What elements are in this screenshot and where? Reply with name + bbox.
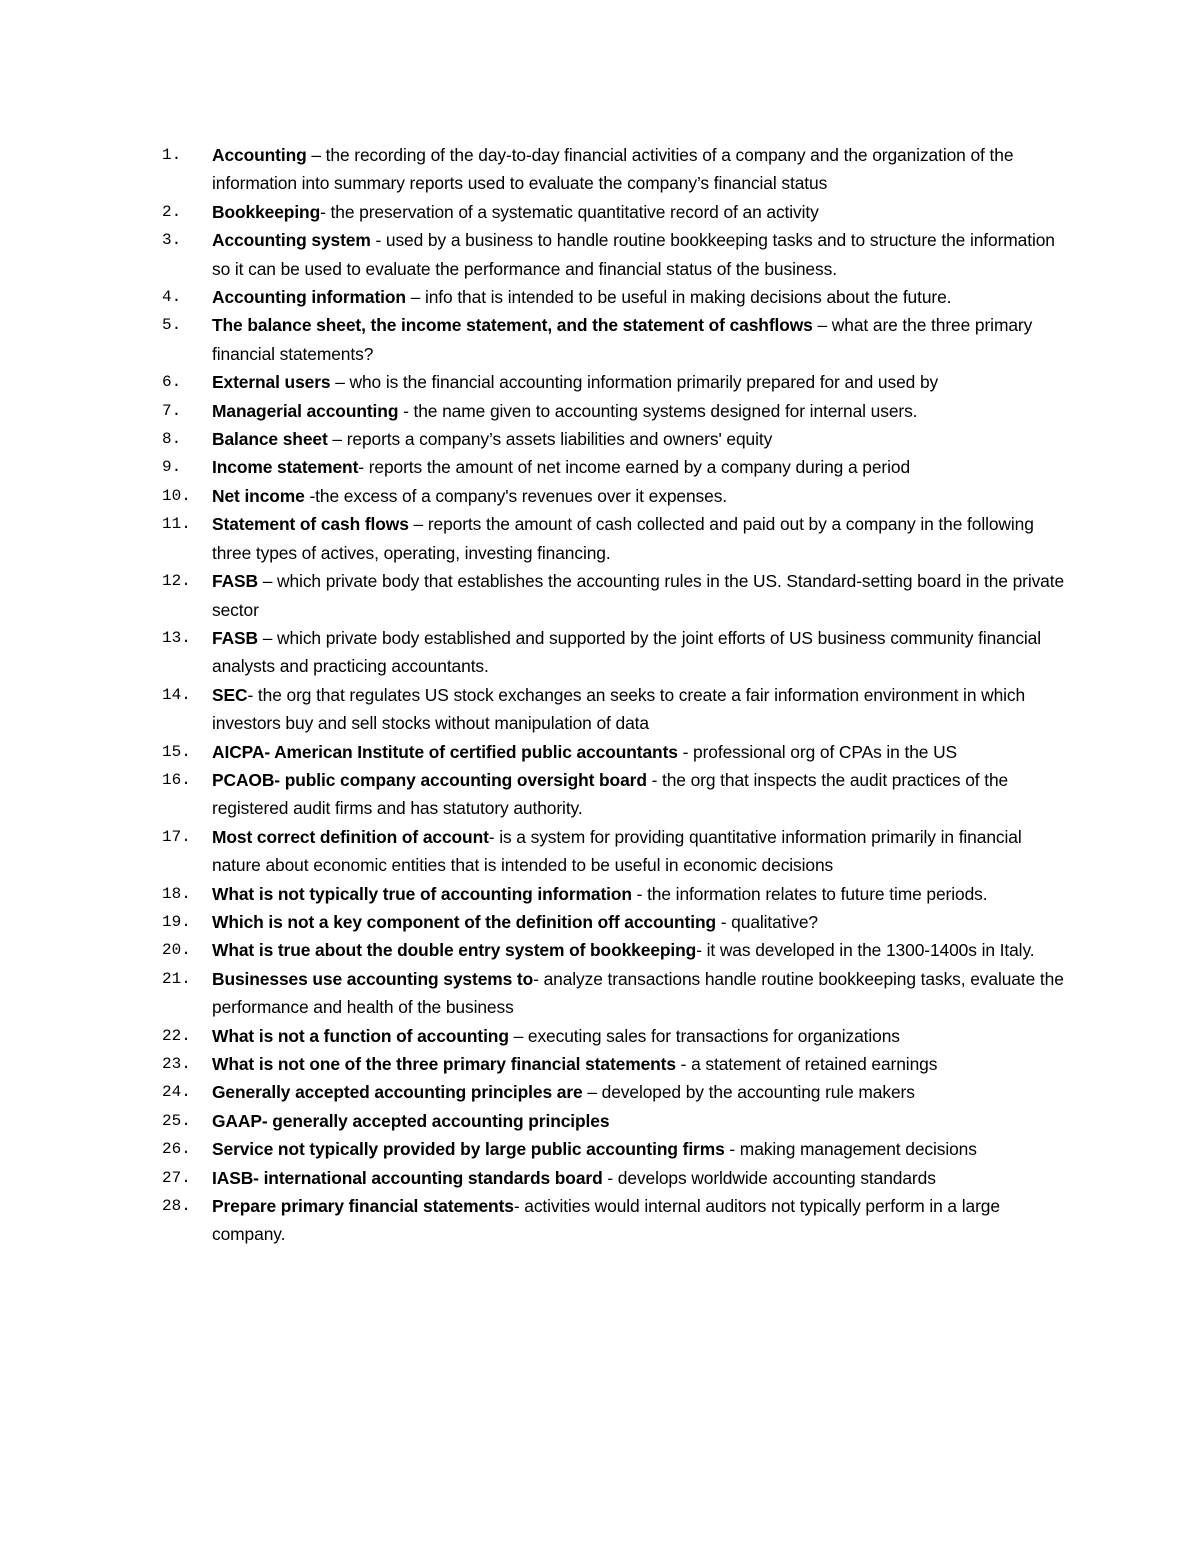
item-number: 19. xyxy=(162,912,191,931)
item-number: 9. xyxy=(162,458,182,477)
item-number: 11. xyxy=(162,515,191,534)
item-definition: - professional org of CPAs in the US xyxy=(677,741,958,762)
item-number: 16. xyxy=(162,770,191,789)
list-item xyxy=(0,425,1068,453)
item-term: Statement of cash flows xyxy=(212,514,409,535)
list-item xyxy=(0,681,1068,738)
item-number: 7. xyxy=(162,401,182,420)
item-term: Managerial accounting xyxy=(212,400,399,421)
item-definition: – executing sales for transactions for organizations xyxy=(508,1025,900,1046)
list-item xyxy=(0,226,1068,283)
list-item xyxy=(0,908,1068,936)
list-item xyxy=(0,311,1068,368)
item-definition: - is a system for providing quantitative information primarily in financial nature about economic entities that is intended to be useful in economic decisions xyxy=(212,826,1022,876)
item-number: 28. xyxy=(162,1197,191,1216)
item-term: Accounting system xyxy=(212,230,371,251)
item-term: IASB- international accounting standards board xyxy=(212,1167,603,1188)
item-term: AICPA- American Institute of certified public accountants xyxy=(212,741,678,762)
list-item xyxy=(0,198,1068,226)
item-term: Businesses use accounting systems to xyxy=(212,968,534,989)
list-item xyxy=(0,1078,1068,1106)
item-term: Balance sheet xyxy=(212,429,328,450)
list-item xyxy=(0,283,1068,311)
item-term: Accounting xyxy=(212,145,307,165)
item-term: What is not one of the three primary financial statements xyxy=(212,1054,676,1074)
item-term: What is true about the double entry system of bookkeeping xyxy=(212,940,697,961)
list-item xyxy=(0,567,1068,624)
item-number: 26. xyxy=(162,1140,191,1159)
item-term: Income statement xyxy=(212,457,359,478)
item-definition: – which private body established and supported by the joint efforts of US business community financial analysts and practicing accountants. xyxy=(212,627,1042,677)
item-definition: - the org that regulates US stock exchanges an seeks to create a fair information environment in which investors buy and sell stocks without manipulation of data xyxy=(212,684,1026,734)
list-item xyxy=(0,738,1068,766)
list-item xyxy=(0,397,1068,425)
item-number: 2. xyxy=(162,202,182,221)
item-number: 8. xyxy=(162,430,182,449)
item-definition: – developed by the accounting rule makers xyxy=(582,1082,915,1103)
item-definition: - qualitative? xyxy=(716,911,818,932)
item-definition: - develops worldwide accounting standards xyxy=(602,1167,936,1188)
item-definition: - analyze transactions handle routine bookkeeping tasks, evaluate the performance and health of the business xyxy=(212,968,1064,1018)
list-item xyxy=(0,1022,1068,1050)
item-definition: - the name given to accounting systems designed for internal users. xyxy=(398,400,918,421)
item-number: 23. xyxy=(162,1055,191,1073)
item-number: 5. xyxy=(162,316,182,335)
list-item xyxy=(0,1107,1068,1135)
item-term: FASB xyxy=(212,571,258,592)
item-definition: - it was developed in the 1300-1400s in Italy. xyxy=(696,940,1035,961)
list-item xyxy=(0,1192,1068,1249)
item-term: PCAOB- public company accounting oversight board xyxy=(212,769,647,790)
item-number: 27. xyxy=(162,1168,191,1187)
item-definition: -the excess of a company's revenues over it expenses. xyxy=(304,485,728,506)
item-definition: - a statement of retained earnings xyxy=(675,1054,938,1074)
item-number: 6. xyxy=(162,373,182,392)
item-term: The balance sheet, the income statement, and the statement of cashflows xyxy=(212,315,813,336)
item-definition: – what are the three primary financial statements? xyxy=(212,315,1033,364)
item-term: Service not typically provided by large public accounting firms xyxy=(212,1139,725,1160)
item-number: 22. xyxy=(162,1026,191,1045)
item-definition: – who is the financial accounting information primarily prepared for and used by xyxy=(330,372,939,393)
item-number: 20. xyxy=(162,941,191,960)
item-number: 25. xyxy=(162,1111,191,1130)
item-definition: - activities would internal auditors not typically perform in a large company. xyxy=(212,1196,1000,1245)
item-definition: - making management decisions xyxy=(724,1139,977,1160)
item-definition: – reports the amount of cash collected and paid out by a company in the following three types of actives, operating, investing financing. xyxy=(212,514,1034,563)
item-term: External users xyxy=(212,372,331,393)
item-number: 17. xyxy=(162,827,191,846)
list-item xyxy=(0,453,1068,481)
item-term: Prepare primary financial statements xyxy=(212,1196,514,1217)
list-item xyxy=(0,482,1068,510)
list-item xyxy=(0,1050,1068,1078)
item-number: 12. xyxy=(162,572,191,591)
item-term: FASB xyxy=(212,627,258,648)
definition-list xyxy=(0,141,1200,1249)
list-item xyxy=(0,965,1068,1022)
list-item xyxy=(0,936,1068,964)
item-number: 18. xyxy=(162,884,191,903)
item-term: GAAP- generally accepted accounting principles xyxy=(212,1110,610,1131)
item-definition: - the org that inspects the audit practices of the registered audit firms and has statutory authority. xyxy=(212,769,1009,819)
item-term: Generally accepted accounting principles are xyxy=(212,1082,583,1103)
item-number: 10. xyxy=(162,486,191,505)
list-item xyxy=(0,880,1068,908)
item-number: 21. xyxy=(162,969,191,988)
item-term: Bookkeeping xyxy=(212,201,321,222)
list-item xyxy=(0,1135,1068,1163)
item-number: 1. xyxy=(162,146,182,164)
item-term: Which is not a key component of the definition off accounting xyxy=(212,911,717,932)
item-definition: - the information relates to future time periods. xyxy=(631,883,988,904)
item-number: 14. xyxy=(162,685,191,704)
item-number: 4. xyxy=(162,288,182,307)
item-definition: - used by a business to handle routine bookkeeping tasks and to structure the information so it can be used to evaluate the performance and financial status of the business. xyxy=(212,230,1055,279)
item-term: What is not typically true of accounting information xyxy=(212,883,632,904)
item-number: 24. xyxy=(162,1083,191,1102)
item-term: Most correct definition of account xyxy=(212,826,489,847)
item-term: SEC xyxy=(212,684,248,705)
item-number: 13. xyxy=(162,628,191,647)
item-definition: - reports the amount of net income earned by a company during a period xyxy=(358,457,911,478)
list-item xyxy=(0,510,1068,567)
list-item xyxy=(0,1164,1068,1192)
list-item xyxy=(0,624,1068,681)
list-item xyxy=(0,368,1068,396)
item-definition: – reports a company’s assets liabilities and owners' equity xyxy=(327,429,773,450)
item-term: Accounting information xyxy=(212,287,406,308)
item-term: Net income xyxy=(212,485,305,506)
item-definition: – the recording of the day-to-day financial activities of a company and the organization of the information into summary reports used to evaluate the company’s financial status xyxy=(212,145,1014,194)
list-item xyxy=(0,141,1068,198)
list-item xyxy=(0,766,1068,823)
item-definition: – info that is intended to be useful in making decisions about the future. xyxy=(405,287,952,308)
list-item xyxy=(0,823,1068,880)
item-definition: - the preservation of a systematic quantitative record of an activity xyxy=(320,201,819,222)
item-number: 3. xyxy=(162,231,182,250)
item-term: What is not a function of accounting xyxy=(212,1025,509,1046)
item-number: 15. xyxy=(162,742,191,761)
item-definition: – which private body that establishes the accounting rules in the US. Standard-setting board in the private sector xyxy=(212,571,1065,620)
